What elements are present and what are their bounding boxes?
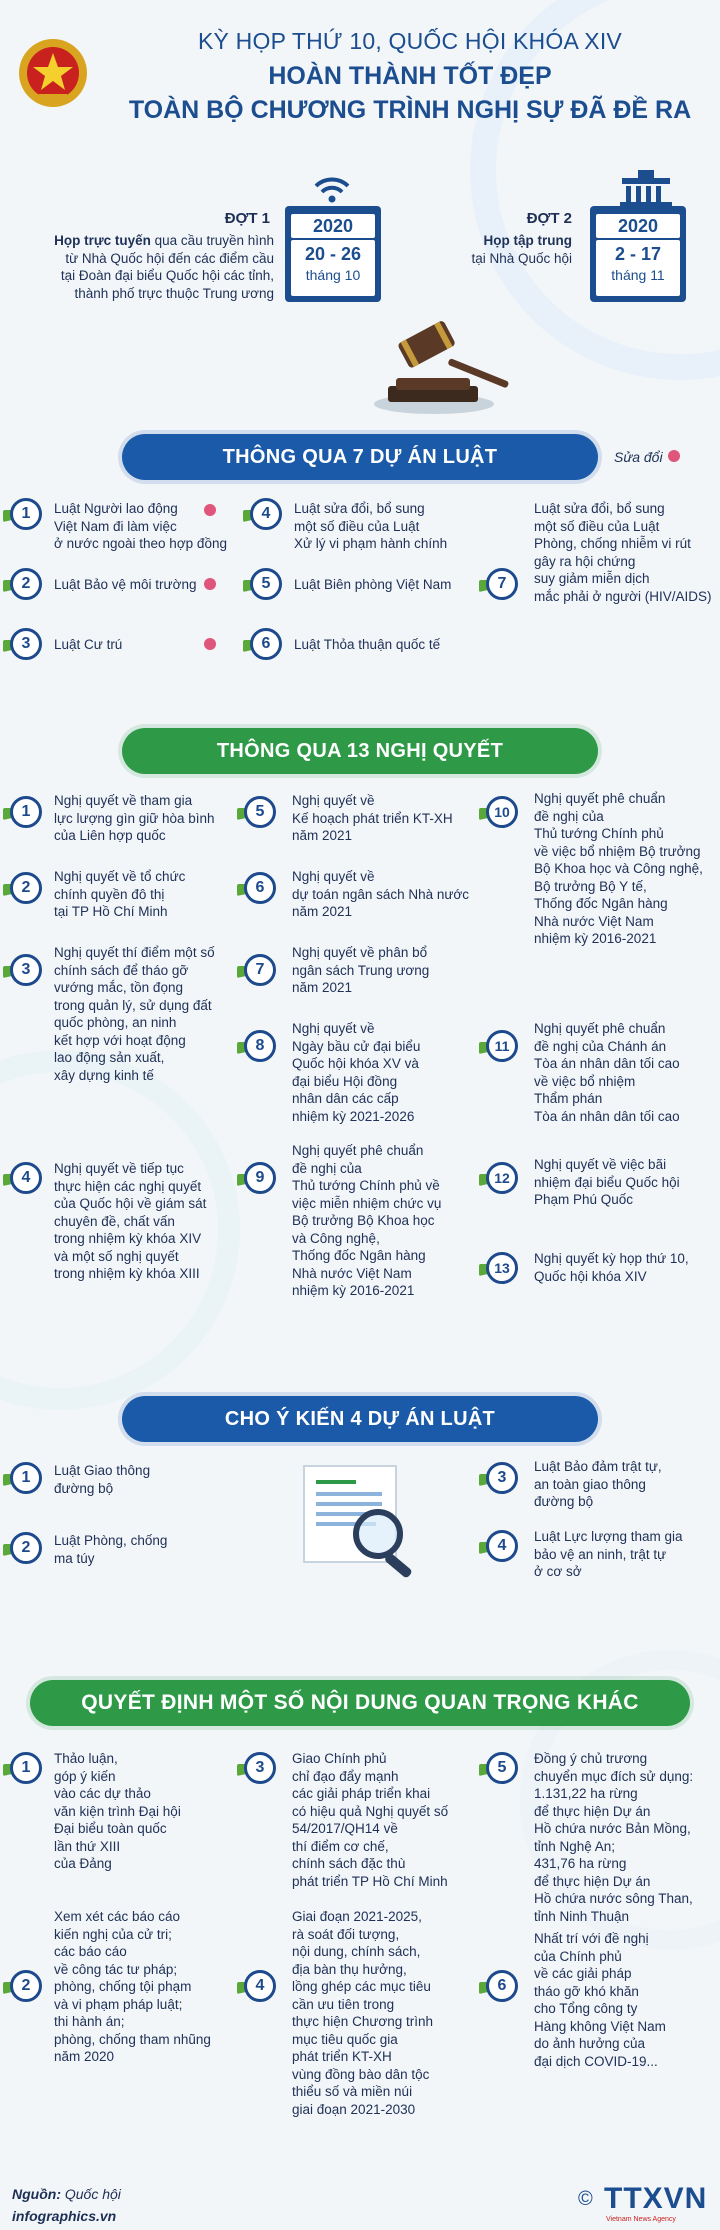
legend-amended-label: Sửa đổi [614, 449, 663, 465]
law-item-text: Luật Biên phòng Việt Nam [294, 577, 452, 592]
resolution-number-badge: 9 [244, 1162, 276, 1194]
amended-dot [204, 504, 216, 516]
banner-13-resolutions: THÔNG QUA 13 NGHỊ QUYẾT [122, 728, 598, 774]
decision-number-badge: 1 [10, 1752, 42, 1784]
decision-item-text: Nhất trí với đề nghị của Chính phủ về các giải pháp tháo gỡ khó khăn cho Tổng công ty Hàng không Việt Nam do ảnh hưởng của đại dịch COVID-19... [534, 1931, 666, 2069]
brand-subtitle: Vietnam News Agency [606, 2216, 676, 2223]
banner-4-law-opinions: CHO Ý KIẾN 4 DỰ ÁN LUẬT [122, 1396, 598, 1442]
law-item-text: Luật Thỏa thuận quốc tế [294, 637, 441, 652]
parliament-building-icon [618, 168, 674, 208]
resolution-item-text: Nghị quyết phê chuẩn đề nghị của Thủ tướng Chính phủ về việc bổ nhiệm Bộ trưởng Bộ Khoa học và Công nghệ, Bộ trưởng Bộ Y tế, Thống đốc Ngân hàng Nhà nước Việt Nam nhiệm kỳ 2016-2021 [534, 791, 703, 946]
decision-item-text: Giao Chính phủ chỉ đạo đẩy mạnh các giải pháp triển khai có hiệu quả Nghị quyết số 54/2017/QH14 về thí điểm cơ chế, chính sách đặc thù phát triển TP Hồ Chí Minh [292, 1751, 449, 1889]
phase2-calendar [590, 206, 686, 302]
banner-7-laws: THÔNG QUA 7 DỰ ÁN LUẬT [122, 434, 598, 480]
amended-dot [204, 638, 216, 650]
opinion-number-badge: 3 [486, 1462, 518, 1494]
law-number-badge: 7 [486, 568, 518, 600]
law-number-badge: 6 [250, 628, 282, 660]
copyright-symbol: © [578, 2188, 593, 2210]
emblem-icon [16, 36, 90, 110]
resolution-item-text: Nghị quyết về Ngày bầu cử đại biểu Quốc hội khóa XV và đại biểu Hội đồng nhân dân các cấp nhiệm kỳ 2021-2026 [292, 1021, 421, 1124]
decision-item-text: Thảo luận, góp ý kiến vào các dự thảo văn kiện trình Đại hội Đại biểu toàn quốc lần thứ XIII của Đảng [54, 1751, 181, 1871]
law-number-badge: 1 [10, 498, 42, 530]
brand-logo: TTXVN [604, 2182, 708, 2215]
opinion-number-badge: 1 [10, 1462, 42, 1494]
opinion-item-text: Luật Lực lượng tham gia bảo vệ an ninh, trật tự ở cơ sở [534, 1529, 683, 1579]
header-title-3: TOÀN BỘ CHƯƠNG TRÌNH NGHỊ SỰ ĐÃ ĐỀ RA [128, 96, 692, 124]
resolution-item-text: Nghị quyết về phân bổ ngân sách Trung ương năm 2021 [292, 945, 430, 995]
phase1-desc: Họp trực tuyến qua cầu truyền hình từ Nhà Quốc hội đến các điểm cầu tại Đoàn đại biểu Quốc hội các tỉnh, thành phố trực thuộc Trung ương [54, 233, 274, 301]
resolution-number-badge: 10 [486, 796, 518, 828]
opinion-number-badge: 2 [10, 1532, 42, 1564]
decision-item-text: Đồng ý chủ trương chuyển mục đích sử dụng: 1.131,22 ha rừng để thực hiện Dự án Hồ chứa nước Bản Mồng, tỉnh Nghệ An; 431,76 ha rừng để thực hiện Dự án Hồ chứa nước sông Than, tỉnh Ninh Thuận [534, 1751, 694, 1924]
decision-number-badge: 6 [486, 1970, 518, 2002]
resolution-item-text: Nghị quyết về tổ chức chính quyền đô thị tại TP Hồ Chí Minh [54, 869, 186, 919]
resolution-number-badge: 6 [244, 872, 276, 904]
header-title-2: HOÀN THÀNH TỐT ĐẸP [268, 62, 552, 90]
phase2-desc: Họp tập trung tại Nhà Quốc hội [471, 233, 572, 266]
resolution-number-badge: 12 [486, 1162, 518, 1194]
opinion-number-badge: 4 [486, 1530, 518, 1562]
wifi-icon [312, 174, 352, 204]
resolution-number-badge: 8 [244, 1030, 276, 1062]
gavel-icon [372, 306, 522, 416]
phase1-days: 20 - 26 [304, 244, 362, 264]
phase2-month: tháng 11 [611, 267, 665, 283]
law-item-text: Luật sửa đổi, bổ sung một số điều của Luật Phòng, chống nhiễm vi rút gây ra hội chứng suy giảm miễn dịch mắc phải ở người (HIV/AIDS) [534, 501, 712, 604]
decision-number-badge: 3 [244, 1752, 276, 1784]
phase1-year: 2020 [291, 214, 375, 238]
resolution-number-badge: 1 [10, 796, 42, 828]
law-item-text: Luật Bảo vệ môi trường [54, 577, 197, 592]
footer-source: Nguồn: Quốc hội [12, 2186, 121, 2202]
resolution-number-badge: 3 [10, 954, 42, 986]
resolution-item-text: Nghị quyết phê chuẩn đề nghị của Chánh án Tòa án nhân dân tối cao về việc bổ nhiệm Thẩm phán Tòa án nhân dân tối cao [534, 1021, 680, 1124]
decision-number-badge: 4 [244, 1970, 276, 2002]
resolution-item-text: Nghị quyết về việc bãi nhiệm đại biểu Quốc hội Phạm Phú Quốc [534, 1157, 680, 1207]
footer-site: infographics.vn [12, 2208, 117, 2224]
resolution-item-text: Nghị quyết phê chuẩn đề nghị của Thủ tướng Chính phủ về việc miễn nhiệm chức vụ Bộ trưởng Bộ Khoa học và Công nghệ, Thống đốc Ngân hàng Nhà nước Việt Nam nhiệm kỳ 2016-2021 [292, 1143, 442, 1298]
decision-item-text: Giai đoạn 2021-2025, rà soát đối tượng, nội dung, chính sách, địa bàn thụ hưởng, lồng ghép các mục tiêu cần ưu tiên trong thực hiện Chương trình mục tiêu quốc gia phát triển KT-XH vùng đồng bào dân tộc thiểu số và miền núi giai đoạn 2021-2030 [292, 1909, 433, 2117]
decision-item-text: Xem xét các báo cáo kiến nghị của cử tri; các báo cáo về công tác tư pháp; phòng, chống tội phạm và vi phạm pháp luật; thi hành án; phòng, chống tham nhũng năm 2020 [54, 1909, 211, 2064]
resolution-item-text: Nghị quyết kỳ họp thứ 10, Quốc hội khóa XIV [534, 1251, 689, 1284]
resolution-item-text: Nghị quyết về Kế hoạch phát triển KT-XH năm 2021 [292, 793, 453, 843]
law-number-badge: 2 [10, 568, 42, 600]
resolution-item-text: Nghị quyết về dự toán ngân sách Nhà nước năm 2021 [292, 869, 470, 919]
resolution-item-text: Nghị quyết thí điểm một số chính sách để tháo gỡ vướng mắc, tồn đọng trong quản lý, sử dụng đất quốc phòng, an ninh kết hợp với hoạt động lao động sản xuất, xây dựng kinh tế [54, 945, 215, 1083]
phase1-calendar [285, 206, 381, 302]
resolution-number-badge: 13 [486, 1252, 518, 1284]
phase2-year: 2020 [596, 214, 680, 238]
amended-dot [204, 578, 216, 590]
phase1-month: tháng 10 [305, 267, 361, 283]
resolution-number-badge: 5 [244, 796, 276, 828]
law-item-text: Luật sửa đổi, bổ sung một số điều của Luật Xử lý vi phạm hành chính [294, 501, 448, 551]
law-number-badge: 5 [250, 568, 282, 600]
phase1-label: ĐỢT 1 [224, 210, 270, 227]
phase2-days: 2 - 17 [614, 244, 662, 264]
banner-other-decisions: QUYẾT ĐỊNH MỘT SỐ NỘI DUNG QUAN TRỌNG KHÁC [30, 1680, 690, 1726]
opinion-item-text: Luật Bảo đảm trật tự, an toàn giao thông đường bộ [534, 1459, 662, 1509]
resolution-item-text: Nghị quyết về tham gia lực lượng gìn giữ hòa bình của Liên hợp quốc [54, 793, 215, 843]
opinion-item-text: Luật Giao thông đường bộ [54, 1463, 151, 1496]
resolution-number-badge: 2 [10, 872, 42, 904]
resolution-item-text: Nghị quyết về tiếp tục thực hiện các nghị quyết của Quốc hội về giám sát chuyên đề, chất vấn trong nhiệm kỳ khóa XIV và một số nghị quyết trong nhiệm kỳ khóa XIII [54, 1161, 207, 1281]
decision-number-badge: 5 [486, 1752, 518, 1784]
law-number-badge: 4 [250, 498, 282, 530]
resolution-number-badge: 11 [486, 1030, 518, 1062]
resolution-number-badge: 7 [244, 954, 276, 986]
resolution-number-badge: 4 [10, 1162, 42, 1194]
document-magnifier-icon [282, 1460, 432, 1580]
decision-number-badge: 2 [10, 1970, 42, 2002]
header-title-1: KỲ HỌP THỨ 10, QUỐC HỘI KHÓA XIV [198, 28, 622, 54]
law-number-badge: 3 [10, 628, 42, 660]
phase2-label: ĐỢT 2 [526, 210, 572, 227]
law-item-text: Luật Cư trú [54, 637, 123, 652]
legend-amended-dot [668, 450, 680, 462]
opinion-item-text: Luật Phòng, chống ma túy [54, 1533, 168, 1566]
law-item-text: Luật Người lao động Việt Nam đi làm việc ở nước ngoài theo hợp đồng [54, 501, 227, 551]
